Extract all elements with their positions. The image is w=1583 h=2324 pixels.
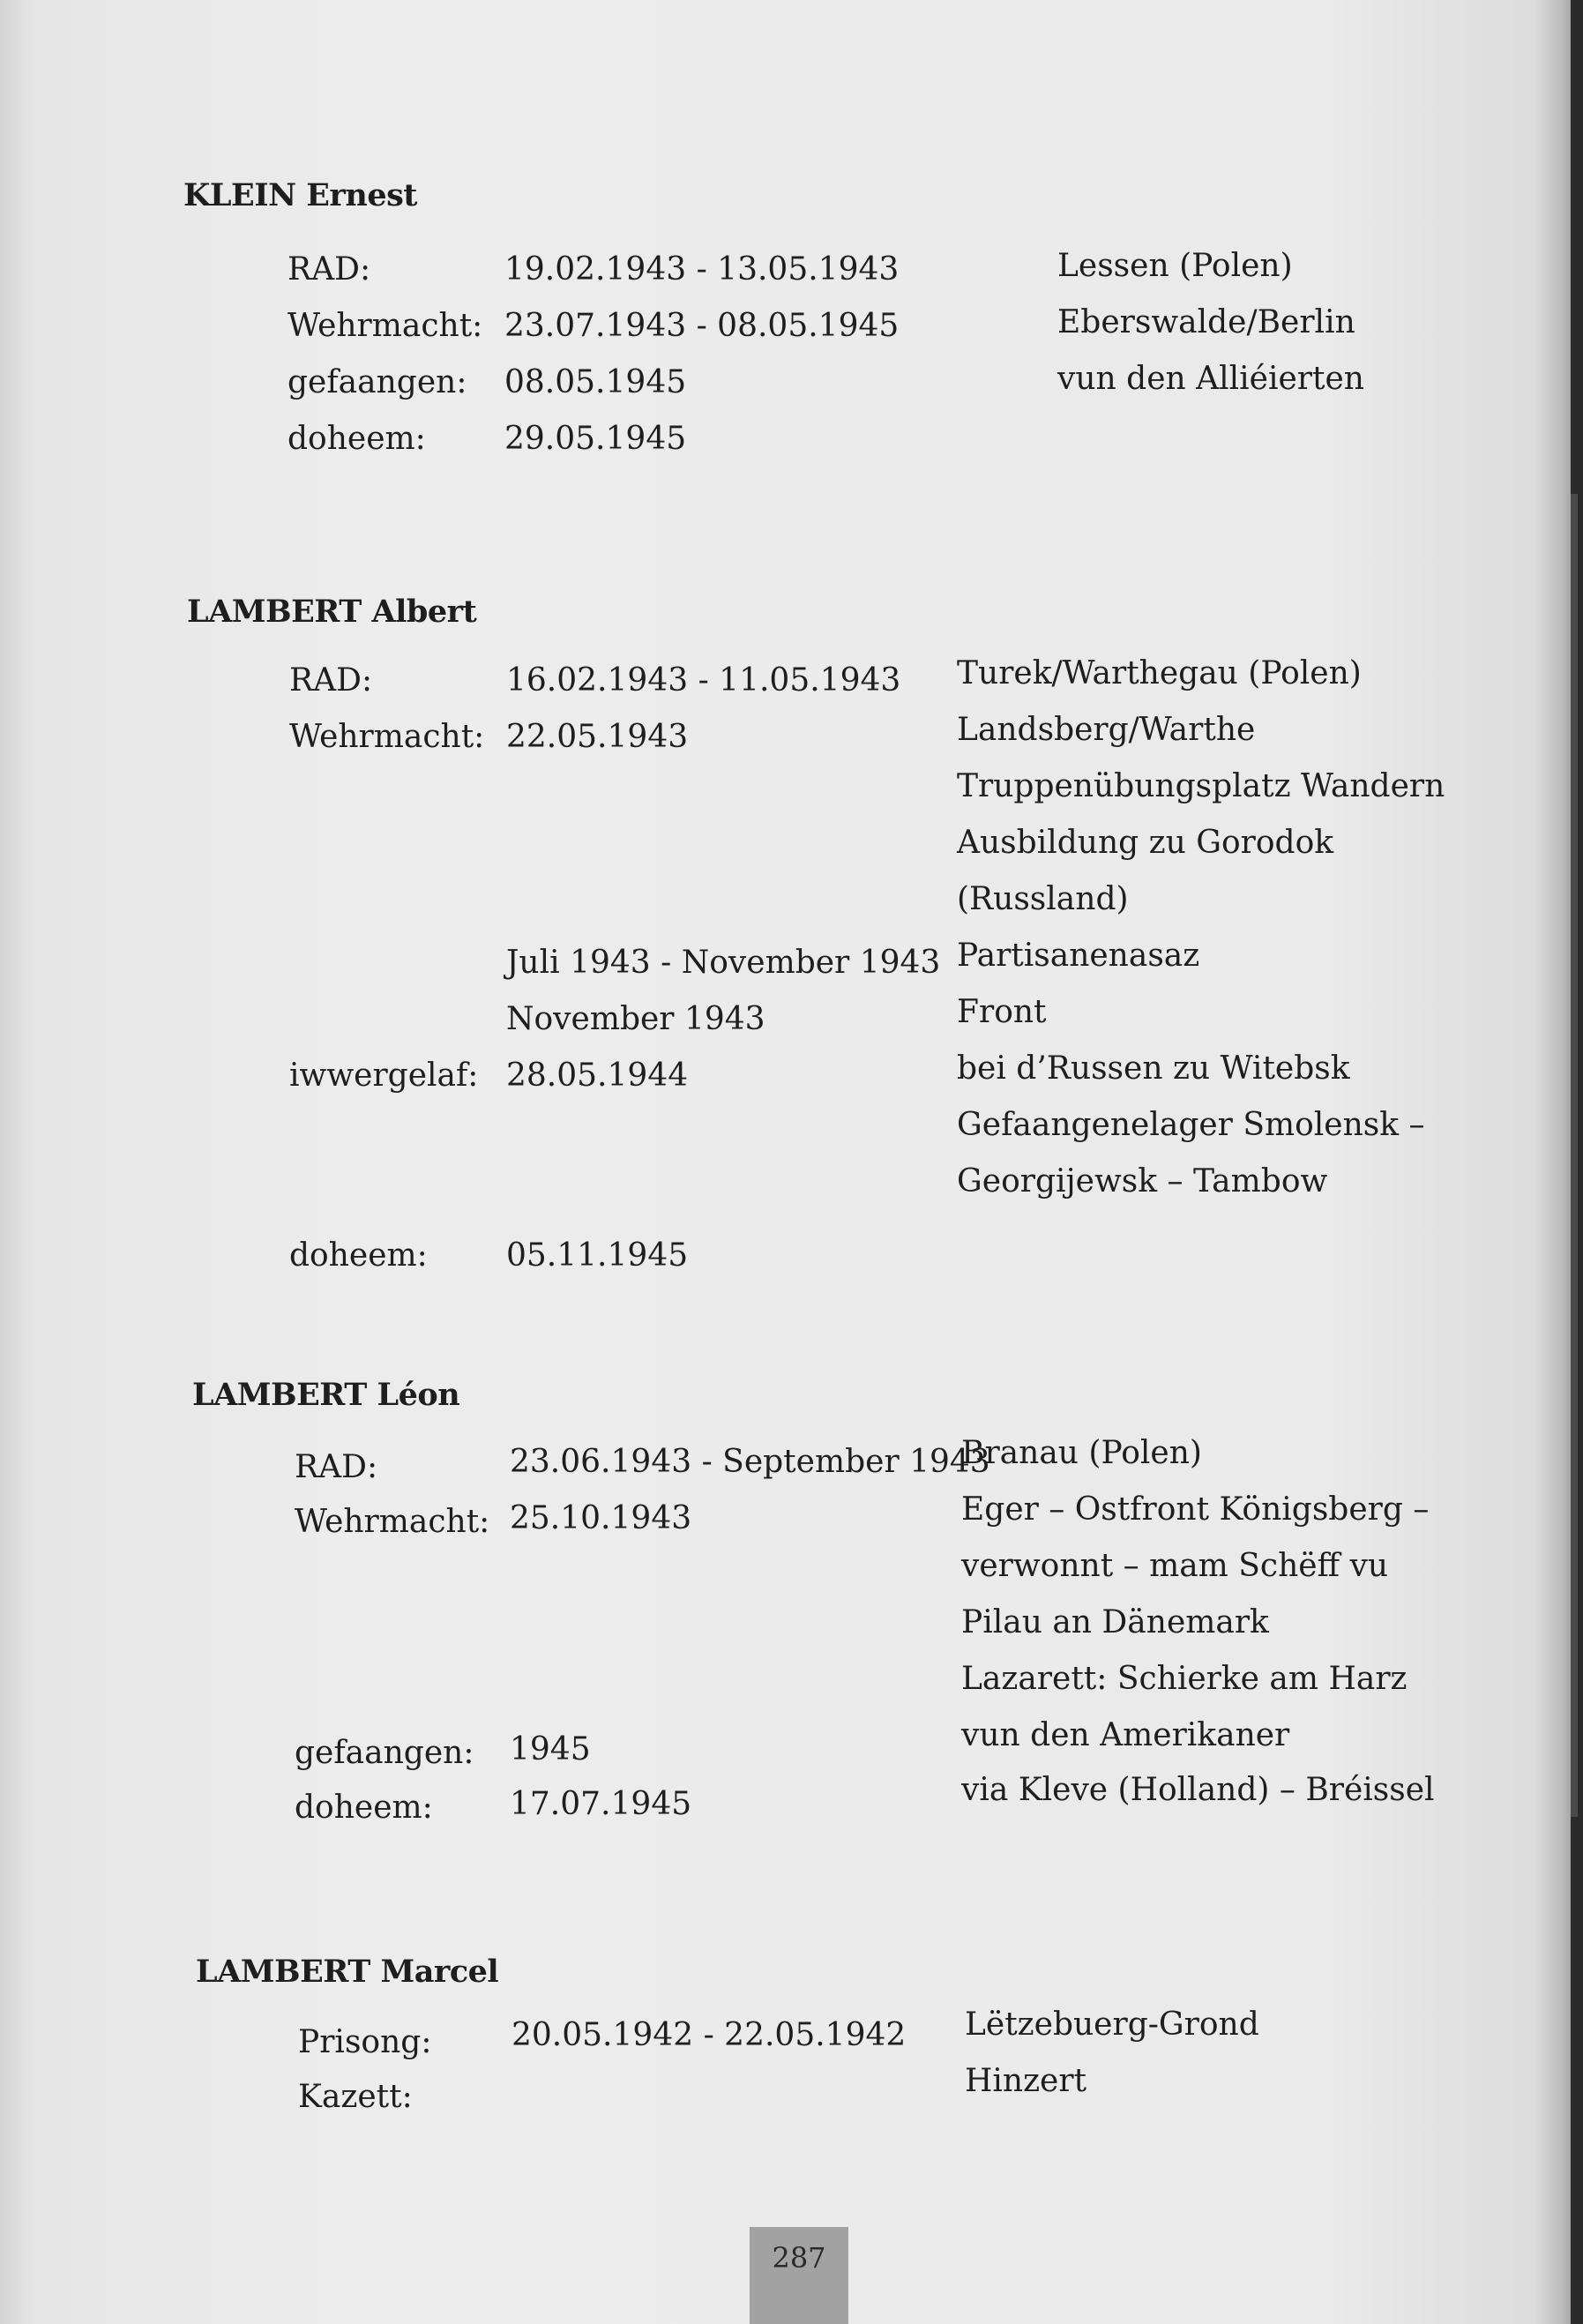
row-label: Wehrmacht:	[295, 1504, 490, 1540]
row-date: 08.05.1945	[504, 364, 687, 400]
entry-klein-ernest-rows	[287, 250, 1434, 471]
entry-lambert-albert	[187, 593, 476, 631]
row-place: Front	[957, 994, 1047, 1030]
entry-lambert-albert-rows	[289, 655, 1445, 1279]
row-place: vun den Amerikaner	[961, 1717, 1290, 1753]
row-place: Ausbildung zu Gorodok	[957, 825, 1334, 861]
row-place: Eberswalde/Berlin	[1057, 304, 1355, 340]
entry-klein-ernest	[183, 176, 417, 215]
book-edge-shadow	[1571, 494, 1578, 1817]
row-place: Landsberg/Warthe	[957, 712, 1256, 748]
row-label: RAD:	[295, 1449, 378, 1485]
row-place: (Russland)	[957, 881, 1129, 917]
row-place: Truppenübungsplatz Wandern	[957, 768, 1445, 804]
row-label: Wehrmacht:	[289, 719, 485, 755]
entry-lambert-leon	[192, 1376, 459, 1415]
row-label: doheem:	[287, 421, 426, 457]
row-place: via Kleve (Holland) – Bréissel	[961, 1772, 1435, 1808]
row-date: 22.05.1943	[506, 719, 689, 755]
row-place: Lessen (Polen)	[1057, 248, 1293, 284]
person-name: LAMBERT Marcel	[196, 1954, 499, 1990]
person-name: KLEIN Ernest	[183, 177, 417, 213]
row-date: 28.05.1944	[506, 1057, 689, 1094]
row-label: RAD:	[287, 251, 371, 288]
row-place: Georgijewsk – Tambow	[957, 1163, 1328, 1199]
row-date: 1945	[510, 1731, 591, 1767]
row-date: 05.11.1945	[506, 1237, 689, 1274]
row-place: Turek/Warthegau (Polen)	[957, 655, 1362, 691]
row-date: 29.05.1945	[504, 421, 687, 457]
row-date: 20.05.1942 - 22.05.1942	[511, 2017, 907, 2053]
row-label: Prisong:	[298, 2024, 432, 2060]
row-date: November 1943	[506, 1001, 765, 1037]
row-place: verwonnt – mam Schëff vu	[961, 1548, 1389, 1584]
page-number: 287	[750, 2227, 848, 2324]
row-date: 17.07.1945	[510, 1786, 692, 1822]
row-place: Pilau an Dänemark	[961, 1604, 1269, 1640]
person-name: LAMBERT Léon	[192, 1377, 460, 1413]
row-place: Lëtzebuerg-Grond	[965, 2006, 1259, 2043]
row-place: Hinzert	[965, 2063, 1087, 2099]
row-date: 25.10.1943	[510, 1500, 692, 1536]
row-date: 23.06.1943 - September 1943	[510, 1444, 990, 1480]
row-label: Kazett:	[298, 2079, 413, 2115]
row-label: gefaangen:	[295, 1735, 474, 1771]
row-place: Eger – Ostfront Königsberg –	[961, 1491, 1430, 1528]
row-date: Juli 1943 - November 1943	[506, 945, 941, 981]
row-place: bei d’Russen zu Witebsk	[957, 1050, 1350, 1087]
row-place: vun den Alliéierten	[1057, 361, 1364, 397]
row-label: iwwergelaf:	[289, 1057, 479, 1094]
row-place: Partisanenasaz	[957, 938, 1200, 974]
entry-lambert-leon-rows	[295, 1435, 1441, 1854]
entry-lambert-marcel	[196, 1953, 498, 1991]
row-label: doheem:	[289, 1237, 428, 1274]
row-label: Wehrmacht:	[287, 308, 483, 344]
row-place: Gefaangenelager Smolensk –	[957, 1107, 1425, 1143]
row-date: 19.02.1943 - 13.05.1943	[504, 251, 900, 288]
row-label: gefaangen:	[287, 364, 467, 400]
row-label: RAD:	[289, 662, 373, 699]
row-date: 23.07.1943 - 08.05.1945	[504, 308, 900, 344]
entry-lambert-marcel-rows	[298, 2006, 1445, 2147]
person-name: LAMBERT Albert	[187, 594, 477, 630]
row-date: 16.02.1943 - 11.05.1943	[506, 662, 901, 699]
row-place: Branau (Polen)	[961, 1435, 1202, 1471]
row-place: Lazarett: Schierke am Harz	[961, 1661, 1408, 1697]
row-label: doheem:	[295, 1790, 433, 1826]
